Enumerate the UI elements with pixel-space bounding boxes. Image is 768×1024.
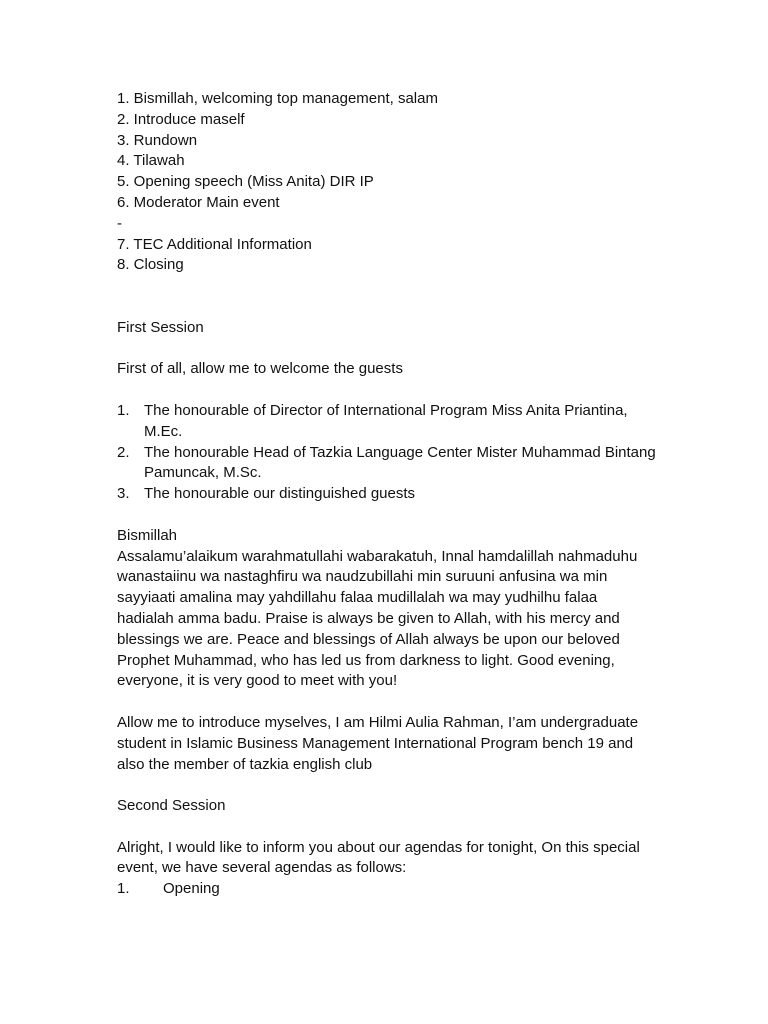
agenda-item: 5. Opening speech (Miss Anita) DIR IP: [117, 173, 374, 191]
agenda-item: 3. Rundown: [117, 131, 198, 149]
list-text: The honourable of Director of International Program Miss Anita Priantina, M.Ec.: [144, 401, 628, 440]
list-item: [117, 879, 657, 900]
agenda-item: 4. Tilawah: [117, 152, 185, 170]
agenda-item: 6. Moderator Main event: [117, 193, 280, 211]
list-number: 1.: [117, 401, 130, 419]
list-number: 2.: [117, 443, 130, 461]
list-item: [117, 401, 657, 443]
agenda-item: 7. TEC Additional Information: [117, 235, 312, 253]
opening-paragraph: Assalamu’alaikum warahmatullahi wabarakatuh, Innal hamdalillah nahmaduhu wanastaiinu wa nastaghfiru wa naudzubillahi min suruuni anfusina wa min sayyiaati amalina may yahdillahu falaa mudillalah wa may yudhilhu falaa hadialah amma badu. Praise is always be given to Allah, with his mercy and blessings we are. Peace and blessings of Allah always be upon our beloved Prophet Muhammad, who has led us from darkness to light. Good evening, everyone, it is very good to meet with you!: [117, 547, 638, 690]
list-number: 3.: [117, 485, 130, 503]
agenda-item: 8. Closing: [117, 256, 184, 274]
list-number: 1.: [117, 880, 130, 898]
list-text: Opening: [163, 880, 220, 898]
agenda-separator: -: [117, 214, 122, 232]
introduction-paragraph: Allow me to introduce myselves, I am Hilmi Aulia Rahman, I’am undergraduate student in Islamic Business Management International Program bench 19 and also the member of tazkia english club: [117, 713, 639, 773]
first-session-heading: First Session: [117, 318, 204, 336]
agenda-item: 1. Bismillah, welcoming top management, salam: [117, 90, 438, 107]
bismillah-label: Bismillah: [117, 526, 178, 544]
second-session-heading: Second Session: [117, 797, 226, 815]
list-item: [117, 443, 657, 485]
welcome-intro: First of all, allow me to welcome the guests: [117, 360, 403, 378]
list-text: The honourable our distinguished guests: [144, 485, 416, 503]
agenda-list: [117, 89, 657, 276]
list-item: [117, 484, 657, 505]
guest-list: [117, 401, 657, 505]
list-text: The honourable Head of Tazkia Language Center Mister Muhammad Bintang Pamuncak, M.Sc.: [144, 443, 656, 482]
tonight-agenda-list: [117, 879, 657, 900]
document-page: [117, 89, 657, 900]
agendas-paragraph: Alright, I would like to inform you about our agendas for tonight, On this special event, we have several agendas as follows:: [117, 838, 640, 877]
agenda-item: 2. Introduce maself: [117, 110, 245, 128]
